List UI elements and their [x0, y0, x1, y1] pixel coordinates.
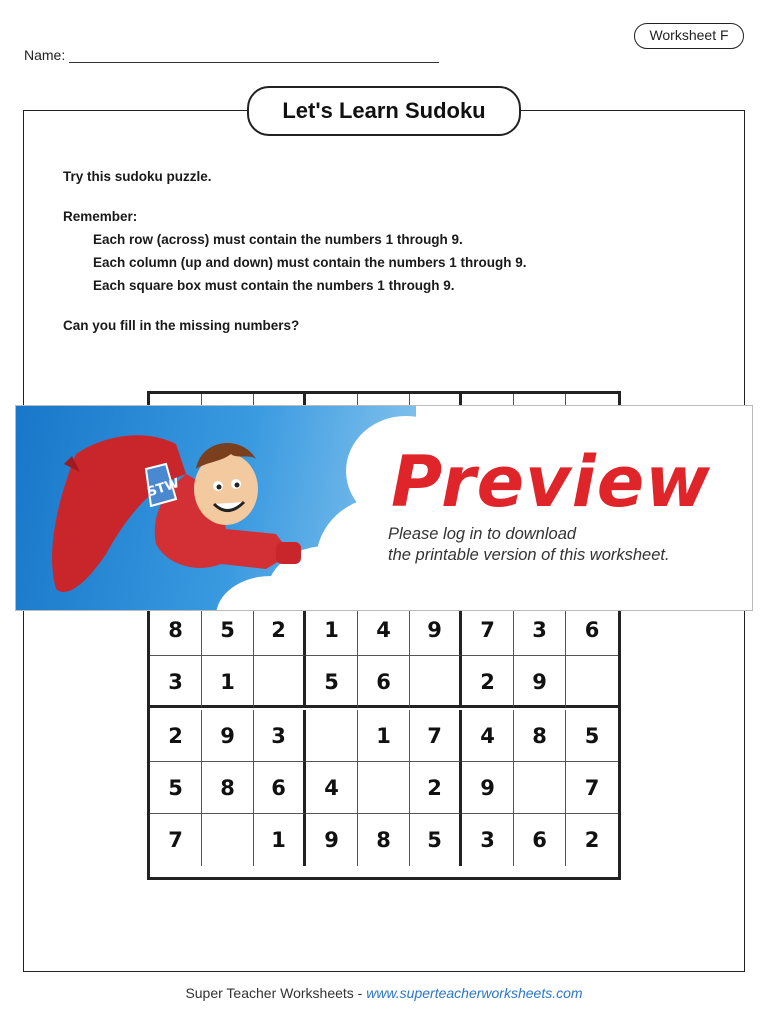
preview-title: Preview	[391, 441, 711, 523]
sudoku-row	[150, 604, 618, 656]
preview-message	[388, 524, 670, 566]
sudoku-cell: 7	[150, 814, 202, 866]
name-label: Name:	[24, 47, 66, 63]
preview-line-2: the printable version of this worksheet.	[388, 546, 670, 564]
footer-url-link[interactable]: www.superteacherworksheets.com	[366, 985, 583, 1001]
superhero-mascot-icon	[36, 414, 336, 604]
sudoku-cell	[254, 656, 306, 708]
worksheet-tag: Worksheet F	[634, 23, 744, 49]
sudoku-cell: 3	[150, 656, 202, 708]
sudoku-cell	[410, 656, 462, 708]
preview-line-1: Please log in to download	[388, 525, 577, 543]
sudoku-cell: 2	[584, 828, 600, 852]
sudoku-cell: 6	[514, 814, 566, 866]
sudoku-cell: 4	[358, 604, 410, 656]
sudoku-cell	[306, 710, 358, 762]
sudoku-cell: 9	[410, 604, 462, 656]
sudoku-cell: 9	[462, 762, 514, 814]
sudoku-row	[150, 656, 618, 708]
sudoku-cell	[566, 656, 618, 708]
sudoku-cell: 9	[306, 814, 358, 866]
sudoku-cell: 8	[358, 814, 410, 866]
footer	[0, 985, 768, 1001]
sudoku-cell: 2	[254, 604, 306, 656]
rule-row: Each row (across) must contain the numbers 1 through 9.	[93, 232, 463, 247]
sudoku-cell: 4	[462, 710, 514, 762]
sudoku-cell: 1	[254, 814, 306, 866]
preview-banner[interactable]	[15, 405, 753, 611]
sudoku-cell: 3	[254, 710, 306, 762]
sudoku-row	[150, 814, 618, 866]
sudoku-cell	[514, 762, 566, 814]
sudoku-cell: 5	[150, 762, 202, 814]
sudoku-cell: 4	[306, 762, 358, 814]
sudoku-cell: 5	[202, 604, 254, 656]
sudoku-cell: 8	[514, 710, 566, 762]
sudoku-cell: 9	[202, 710, 254, 762]
intro-text: Try this sudoku puzzle.	[63, 169, 212, 184]
sudoku-cell: 7	[462, 604, 514, 656]
sudoku-cell	[358, 762, 410, 814]
sudoku-cell: 7	[566, 762, 618, 814]
svg-text:STW: STW	[145, 476, 182, 501]
sudoku-cell: 6	[358, 656, 410, 708]
sudoku-cell: 2	[410, 762, 462, 814]
sudoku-cell: 3	[514, 604, 566, 656]
sudoku-cell	[202, 814, 254, 866]
sudoku-cell: 1	[202, 656, 254, 708]
sudoku-row	[150, 762, 618, 814]
remember-label: Remember:	[63, 209, 138, 224]
sudoku-cell: 5	[410, 814, 462, 866]
sudoku-cell: 6	[254, 762, 306, 814]
instructions	[63, 165, 703, 337]
question-text: Can you fill in the missing numbers?	[63, 318, 300, 333]
page-title: Let's Learn Sudoku	[247, 86, 521, 136]
sudoku-cell: 1	[306, 604, 358, 656]
sudoku-cell: 7	[410, 710, 462, 762]
sudoku-cell: 1	[358, 710, 410, 762]
sudoku-cell: 8	[202, 762, 254, 814]
sudoku-cell: 6	[566, 604, 618, 656]
name-line	[69, 46, 439, 63]
sudoku-cell: 2	[150, 710, 202, 762]
name-row	[24, 46, 439, 63]
sudoku-cell: 3	[462, 814, 514, 866]
sudoku-cell: 9	[514, 656, 566, 708]
rule-column: Each column (up and down) must contain the numbers 1 through 9.	[93, 255, 527, 270]
sudoku-cell: 2	[462, 656, 514, 708]
sudoku-cell: 5	[566, 710, 618, 762]
sudoku-cell: 5	[306, 656, 358, 708]
footer-brand: Super Teacher Worksheets -	[185, 985, 367, 1001]
sudoku-cell: 8	[150, 604, 202, 656]
sudoku-row	[150, 710, 618, 762]
rule-box: Each square box must contain the numbers 1 through 9.	[93, 278, 455, 293]
